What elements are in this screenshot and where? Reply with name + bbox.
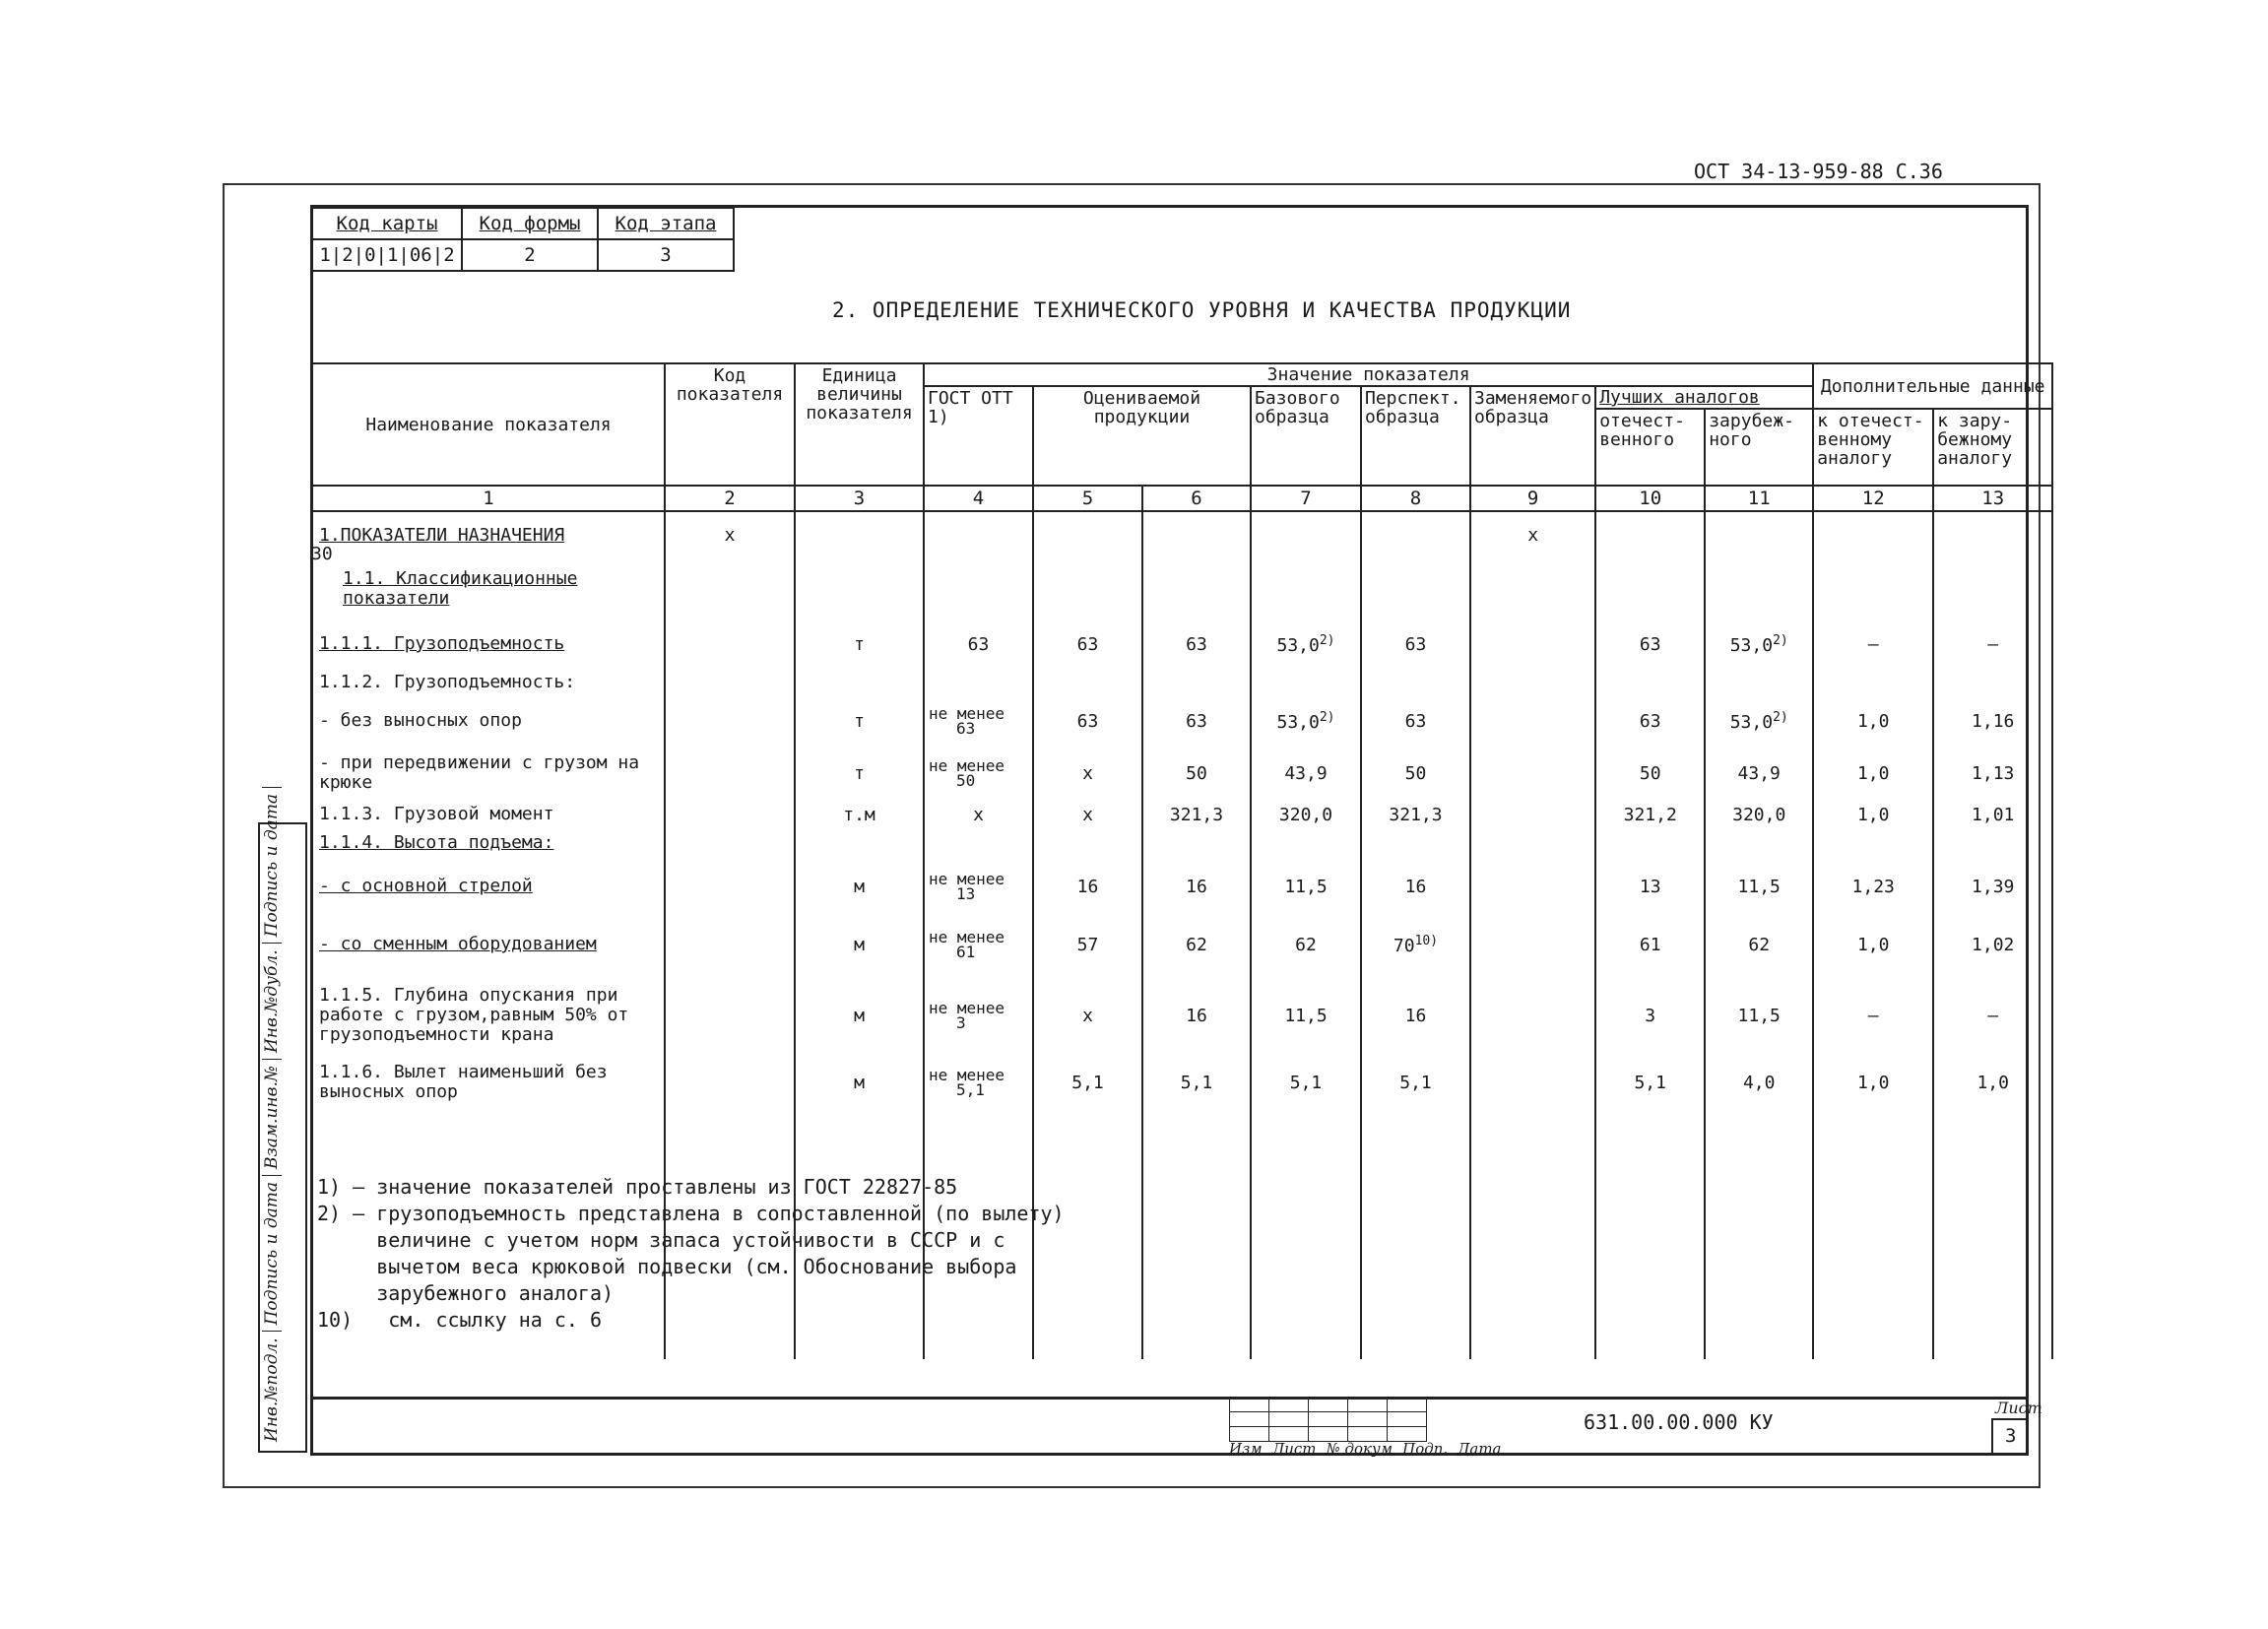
indicator-code bbox=[665, 801, 795, 828]
table-row bbox=[312, 746, 2052, 801]
best-domestic bbox=[1595, 669, 1705, 696]
indicator-unit bbox=[795, 828, 924, 858]
revision-label: Подп. bbox=[1402, 1440, 1449, 1458]
best-domestic: 61 bbox=[1595, 915, 1705, 974]
header-domestic: отечест-венного bbox=[1595, 409, 1705, 486]
evaluated-b: 50 bbox=[1142, 746, 1251, 801]
indicator-name: 1.1.6. Вылет наименьший без выносных опор bbox=[312, 1057, 665, 1108]
evaluated-a: 63 bbox=[1033, 619, 1142, 669]
evaluated-b: 321,3 bbox=[1142, 801, 1251, 828]
perspective-sample: 63 bbox=[1361, 619, 1470, 669]
indicator-name: 1.ПОКАЗАТЕЛИ НАЗНАЧЕНИЯ bbox=[312, 511, 665, 558]
indicator-name: 1.1.5. Глубина опускания при работе с грузом,равным 50% от грузоподъемности крана bbox=[312, 974, 665, 1057]
best-foreign: 4,0 bbox=[1705, 1057, 1813, 1108]
evaluated-a bbox=[1033, 828, 1142, 858]
gost-value bbox=[924, 558, 1033, 619]
min-note: не менее bbox=[929, 999, 1005, 1017]
indicator-code bbox=[665, 696, 795, 746]
column-number: 10 bbox=[1595, 486, 1705, 511]
column-number: 9 bbox=[1470, 486, 1595, 511]
min-note: не менее bbox=[929, 704, 1005, 723]
evaluated-b: 63 bbox=[1142, 696, 1251, 746]
footnote-line: величине с учетом норм запаса устойчивости в СССР и с bbox=[317, 1228, 1005, 1252]
best-domestic: 63 bbox=[1595, 619, 1705, 669]
indicator-unit: т bbox=[795, 746, 924, 801]
perspective-sample: 70$^{10)}$ bbox=[1361, 915, 1470, 974]
base-sample: 320,0 bbox=[1251, 801, 1361, 828]
table-row bbox=[312, 801, 2052, 828]
side-label: Инв.№дубл. bbox=[262, 943, 282, 1059]
footnote-line: 2) – грузоподъемность представлена в сопоставленной (по вылету) bbox=[317, 1202, 1065, 1225]
best-foreign: 62 bbox=[1705, 915, 1813, 974]
replaced-sample bbox=[1470, 858, 1595, 915]
base-sample: 11,5 bbox=[1251, 974, 1361, 1057]
best-foreign: 43,9 bbox=[1705, 746, 1813, 801]
indicator-code bbox=[665, 828, 795, 858]
best-foreign: 320,0 bbox=[1705, 801, 1813, 828]
indicator-code bbox=[665, 1057, 795, 1108]
ratio-domestic: 1,0 bbox=[1813, 915, 1933, 974]
column-number: 11 bbox=[1705, 486, 1813, 511]
evaluated-a: 57 bbox=[1033, 915, 1142, 974]
header-code: Код показателя bbox=[665, 363, 795, 486]
table-row bbox=[312, 974, 2052, 1057]
best-foreign bbox=[1705, 828, 1813, 858]
ratio-domestic: 1,0 bbox=[1813, 1057, 1933, 1108]
evaluated-a bbox=[1033, 511, 1142, 558]
best-domestic: 5,1 bbox=[1595, 1057, 1705, 1108]
header-name: Наименование показателя bbox=[312, 363, 665, 486]
ratio-foreign bbox=[1933, 669, 2052, 696]
header-evaluated: Оцениваемой продукции bbox=[1033, 386, 1251, 486]
replaced-sample bbox=[1470, 696, 1595, 746]
ratio-domestic: 1,0 bbox=[1813, 696, 1933, 746]
indicator-name: 1.1.2. Грузоподъемность: bbox=[312, 669, 665, 696]
min-note: не менее bbox=[929, 1066, 1005, 1084]
perspective-sample: 16 bbox=[1361, 858, 1470, 915]
header-to-domestic: к отечест-венному аналогу bbox=[1813, 409, 1933, 486]
replaced-sample bbox=[1470, 669, 1595, 696]
ratio-foreign: 1,02 bbox=[1933, 915, 2052, 974]
evaluated-b bbox=[1142, 828, 1251, 858]
base-sample bbox=[1251, 558, 1361, 619]
header-unit: Единица величины показателя bbox=[795, 363, 924, 486]
best-domestic bbox=[1595, 511, 1705, 558]
evaluated-a bbox=[1033, 669, 1142, 696]
section-title: 2. ОПРЕДЕЛЕНИЕ ТЕХНИЧЕСКОГО УРОВНЯ И КАЧЕСТВА ПРОДУКЦИИ bbox=[832, 298, 1572, 322]
column-number: 5 bbox=[1033, 486, 1142, 511]
indicator-name: 1.1.4. Высота подъема: bbox=[312, 828, 665, 858]
replaced-sample: х bbox=[1470, 511, 1595, 558]
indicator-name: - без выносных опор bbox=[312, 696, 665, 746]
column-number: 2 bbox=[665, 486, 795, 511]
side-label: Взам.инв.№ bbox=[262, 1059, 282, 1175]
table-row bbox=[312, 558, 2052, 619]
best-foreign: 11,5 bbox=[1705, 858, 1813, 915]
gost-value: не менее 13 bbox=[924, 858, 1033, 915]
header-value-group: Значение показателя bbox=[924, 363, 1813, 386]
replaced-sample bbox=[1470, 801, 1595, 828]
base-sample: 62 bbox=[1251, 915, 1361, 974]
table-row bbox=[312, 915, 2052, 974]
ratio-foreign: 1,01 bbox=[1933, 801, 2052, 828]
best-foreign bbox=[1705, 511, 1813, 558]
filler-cell bbox=[1361, 1108, 1470, 1359]
gost-value bbox=[924, 669, 1033, 696]
gost-value: 63 bbox=[924, 619, 1033, 669]
ratio-foreign: 1,0 bbox=[1933, 1057, 2052, 1108]
base-sample bbox=[1251, 669, 1361, 696]
sheet-number: 3 bbox=[2005, 1425, 2017, 1447]
card-codes-table bbox=[311, 207, 735, 272]
indicator-code bbox=[665, 915, 795, 974]
indicator-name: 1.1. Классификационные показатели bbox=[312, 558, 665, 619]
indicator-unit bbox=[795, 669, 924, 696]
filler-cell bbox=[1595, 1108, 1705, 1359]
ratio-domestic: 1,0 bbox=[1813, 801, 1933, 828]
replaced-sample bbox=[1470, 915, 1595, 974]
indicator-unit: т bbox=[795, 619, 924, 669]
perspective-sample bbox=[1361, 669, 1470, 696]
row-marker: 30 bbox=[311, 544, 333, 564]
filler-cell bbox=[1933, 1108, 2052, 1359]
header-base: Базового образца bbox=[1251, 386, 1361, 486]
evaluated-a: х bbox=[1033, 801, 1142, 828]
header-best-group: Лучших аналогов bbox=[1595, 386, 1813, 409]
ratio-domestic bbox=[1813, 558, 1933, 619]
indicator-code bbox=[665, 619, 795, 669]
replaced-sample bbox=[1470, 558, 1595, 619]
table-row bbox=[312, 511, 2052, 558]
footnote-line: зарубежного аналога) bbox=[317, 1281, 615, 1305]
indicator-code bbox=[665, 974, 795, 1057]
footnote-line: вычетом веса крюковой подвески (см. Обоснование выбора bbox=[317, 1255, 1017, 1278]
evaluated-b: 16 bbox=[1142, 858, 1251, 915]
form-code-value: 2 bbox=[462, 239, 598, 271]
header-to-foreign: к зару-бежному аналогу bbox=[1933, 409, 2052, 486]
evaluated-a: 16 bbox=[1033, 858, 1142, 915]
header-foreign: зарубеж-ного bbox=[1705, 409, 1813, 486]
indicator-unit: м bbox=[795, 974, 924, 1057]
perspective-sample: 63 bbox=[1361, 696, 1470, 746]
table-row bbox=[312, 696, 2052, 746]
indicator-unit: м bbox=[795, 915, 924, 974]
perspective-sample bbox=[1361, 511, 1470, 558]
column-numbers-row bbox=[312, 486, 2052, 511]
header-replaced: Заменяемого образца bbox=[1470, 386, 1595, 486]
gost-value: не менее 61 bbox=[924, 915, 1033, 974]
replaced-sample bbox=[1470, 974, 1595, 1057]
column-number: 7 bbox=[1251, 486, 1361, 511]
ratio-domestic bbox=[1813, 669, 1933, 696]
indicator-unit: м bbox=[795, 1057, 924, 1108]
best-domestic: 63 bbox=[1595, 696, 1705, 746]
indicator-code bbox=[665, 669, 795, 696]
filler-cell bbox=[1470, 1108, 1595, 1359]
gost-value: х bbox=[924, 801, 1033, 828]
base-sample: 53,0$^{2)}$ bbox=[1251, 696, 1361, 746]
perspective-sample: 16 bbox=[1361, 974, 1470, 1057]
ratio-domestic: – bbox=[1813, 619, 1933, 669]
revision-label: Дата bbox=[1458, 1440, 1502, 1458]
ratio-domestic: 1,0 bbox=[1813, 746, 1933, 801]
ratio-domestic bbox=[1813, 828, 1933, 858]
min-note: не менее bbox=[929, 756, 1005, 775]
best-domestic: 3 bbox=[1595, 974, 1705, 1057]
stage-code-label: Код этапа bbox=[598, 208, 734, 239]
indicator-unit bbox=[795, 511, 924, 558]
revision-label: Лист bbox=[1271, 1440, 1317, 1458]
perspective-sample: 321,3 bbox=[1361, 801, 1470, 828]
ratio-domestic: 1,23 bbox=[1813, 858, 1933, 915]
column-number: 8 bbox=[1361, 486, 1470, 511]
column-number: 13 bbox=[1933, 486, 2052, 511]
min-note: не менее bbox=[929, 870, 1005, 888]
best-domestic: 13 bbox=[1595, 858, 1705, 915]
document-code: ОСТ 34-13-959-88 С.36 bbox=[1694, 160, 1943, 183]
filler-cell bbox=[1142, 1108, 1251, 1359]
evaluated-a: х bbox=[1033, 746, 1142, 801]
min-note: не менее bbox=[929, 928, 1005, 946]
indicator-unit: т.м bbox=[795, 801, 924, 828]
gost-value: не менее 50 bbox=[924, 746, 1033, 801]
indicator-unit bbox=[795, 558, 924, 619]
ratio-foreign bbox=[1933, 511, 2052, 558]
footnotes bbox=[317, 1174, 1065, 1334]
header-gost: ГОСТ ОТТ 1) bbox=[924, 386, 1033, 486]
indicator-unit: т bbox=[795, 696, 924, 746]
indicator-name: - со сменным оборудованием bbox=[312, 915, 665, 974]
side-stamp-labels bbox=[262, 787, 282, 1448]
base-sample: 53,0$^{2)}$ bbox=[1251, 619, 1361, 669]
replaced-sample bbox=[1470, 746, 1595, 801]
base-sample bbox=[1251, 511, 1361, 558]
evaluated-b: 62 bbox=[1142, 915, 1251, 974]
evaluated-b bbox=[1142, 558, 1251, 619]
designation: 631.00.00.000 КУ bbox=[1584, 1410, 1774, 1434]
indicator-name: - с основной стрелой bbox=[312, 858, 665, 915]
gost-value: не менее 3 bbox=[924, 974, 1033, 1057]
side-label: Инв.№подл. bbox=[262, 1331, 282, 1448]
perspective-sample bbox=[1361, 828, 1470, 858]
best-domestic bbox=[1595, 828, 1705, 858]
table-row bbox=[312, 828, 2052, 858]
footnote-line: 10) см. ссылку на с. 6 bbox=[317, 1308, 602, 1332]
ratio-domestic bbox=[1813, 511, 1933, 558]
perspective-sample: 50 bbox=[1361, 746, 1470, 801]
indicator-unit: м bbox=[795, 858, 924, 915]
ratio-foreign bbox=[1933, 828, 2052, 858]
evaluated-a: 63 bbox=[1033, 696, 1142, 746]
header-perspective: Перспект. образца bbox=[1361, 386, 1470, 486]
indicator-code bbox=[665, 558, 795, 619]
ratio-domestic: – bbox=[1813, 974, 1933, 1057]
revision-labels bbox=[1229, 1440, 1512, 1458]
best-foreign: 11,5 bbox=[1705, 974, 1813, 1057]
indicator-code bbox=[665, 858, 795, 915]
table-row bbox=[312, 858, 2052, 915]
gost-value bbox=[924, 511, 1033, 558]
best-foreign bbox=[1705, 558, 1813, 619]
best-foreign: 53,0$^{2)}$ bbox=[1705, 619, 1813, 669]
side-label: Подпись и дата bbox=[262, 1175, 282, 1331]
replaced-sample bbox=[1470, 828, 1595, 858]
evaluated-a: 5,1 bbox=[1033, 1057, 1142, 1108]
perspective-sample: 5,1 bbox=[1361, 1057, 1470, 1108]
indicator-name: 1.1.3. Грузовой момент bbox=[312, 801, 665, 828]
ratio-foreign: – bbox=[1933, 974, 2052, 1057]
base-sample: 5,1 bbox=[1251, 1057, 1361, 1108]
filler-cell bbox=[1813, 1108, 1933, 1359]
revision-label: Изм bbox=[1229, 1440, 1263, 1458]
footnote-line: 1) – значение показателей проставлены из ГОСТ 22827-85 bbox=[317, 1175, 958, 1199]
side-label: Подпись и дата bbox=[262, 787, 282, 943]
sheet-label: Лист bbox=[1995, 1399, 2042, 1417]
ratio-foreign: 1,16 bbox=[1933, 696, 2052, 746]
gost-value: не менее 63 bbox=[924, 696, 1033, 746]
best-domestic: 50 bbox=[1595, 746, 1705, 801]
base-sample: 11,5 bbox=[1251, 858, 1361, 915]
evaluated-a bbox=[1033, 558, 1142, 619]
indicator-name: 1.1.1. Грузоподъемность bbox=[312, 619, 665, 669]
table-row bbox=[312, 619, 2052, 669]
best-domestic: 321,2 bbox=[1595, 801, 1705, 828]
base-sample bbox=[1251, 828, 1361, 858]
replaced-sample bbox=[1470, 1057, 1595, 1108]
indicator-name: - при передвижении с грузом на крюке bbox=[312, 746, 665, 801]
indicator-code bbox=[665, 746, 795, 801]
filler-cell bbox=[1705, 1108, 1813, 1359]
form-code-label: Код формы bbox=[462, 208, 598, 239]
filler-cell bbox=[1251, 1108, 1361, 1359]
revision-grid bbox=[1229, 1397, 1427, 1442]
column-number: 6 bbox=[1142, 486, 1251, 511]
best-foreign bbox=[1705, 669, 1813, 696]
column-number: 4 bbox=[924, 486, 1033, 511]
evaluated-b bbox=[1142, 511, 1251, 558]
header-extra-group: Дополнительные данные bbox=[1813, 363, 2052, 409]
card-code-value: 1|2|0|1|06|2 bbox=[312, 239, 462, 271]
card-code-label: Код карты bbox=[312, 208, 462, 239]
ratio-foreign: – bbox=[1933, 619, 2052, 669]
ratio-foreign bbox=[1933, 558, 2052, 619]
evaluated-b bbox=[1142, 669, 1251, 696]
table-row bbox=[312, 669, 2052, 696]
gost-value bbox=[924, 828, 1033, 858]
evaluated-a: х bbox=[1033, 974, 1142, 1057]
column-number: 3 bbox=[795, 486, 924, 511]
evaluated-b: 5,1 bbox=[1142, 1057, 1251, 1108]
indicator-code: х bbox=[665, 511, 795, 558]
base-sample: 43,9 bbox=[1251, 746, 1361, 801]
table-row bbox=[312, 1057, 2052, 1108]
evaluated-b: 63 bbox=[1142, 619, 1251, 669]
column-number: 1 bbox=[312, 486, 665, 511]
ratio-foreign: 1,13 bbox=[1933, 746, 2052, 801]
column-number: 12 bbox=[1813, 486, 1933, 511]
perspective-sample bbox=[1361, 558, 1470, 619]
revision-label: № докум bbox=[1326, 1440, 1393, 1458]
stage-code-value: 3 bbox=[598, 239, 734, 271]
ratio-foreign: 1,39 bbox=[1933, 858, 2052, 915]
best-foreign: 53,0$^{2)}$ bbox=[1705, 696, 1813, 746]
replaced-sample bbox=[1470, 619, 1595, 669]
gost-value: не менее 5,1 bbox=[924, 1057, 1033, 1108]
evaluated-b: 16 bbox=[1142, 974, 1251, 1057]
best-domestic bbox=[1595, 558, 1705, 619]
